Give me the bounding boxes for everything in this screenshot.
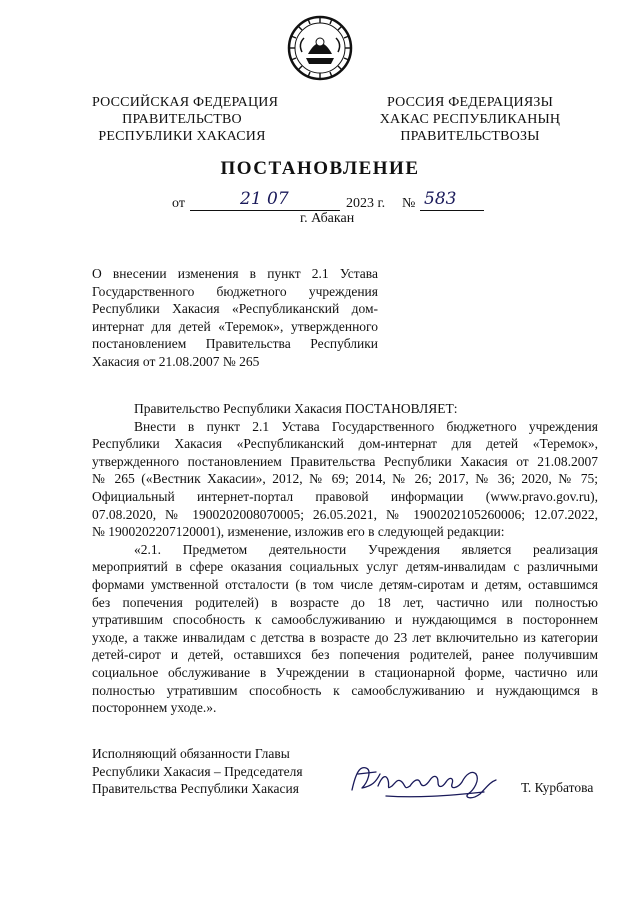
signatory-name: Т. Курбатова	[521, 780, 594, 795]
header-left-block	[92, 94, 279, 145]
header-left-line-3: РЕСПУБЛИКИ ХАКАСИЯ	[98, 129, 266, 144]
subject-line: постановлением Правительства Республики	[92, 336, 378, 352]
header-left-line-1: РОССИЙСКАЯ ФЕДЕРАЦИЯ	[92, 95, 279, 110]
body-line: № 265 («Вестник Хакасии», 2012, № 69; 2014, № 26; 2017, № 36; 2020, № 75;	[92, 471, 598, 487]
subject-line: О внесении изменения в пункт 2.1 Устава	[92, 266, 378, 281]
city-label: г. Абакан	[300, 211, 355, 226]
body-line: Внести в пункт 2.1 Устава Государственного бюджетного учреждения	[134, 418, 598, 434]
header-left-line-2: ПРАВИТЕЛЬСТВО	[122, 112, 242, 127]
subject-line: Государственного бюджетного учреждения	[92, 283, 378, 299]
body-line: социальное обслуживание в Учреждении в стационарной форме, частично или	[92, 664, 598, 680]
header-right-line-3: ПРАВИТЕЛЬСТВОЗЫ	[400, 129, 540, 144]
date-year: 2023 г.	[346, 196, 386, 211]
handwritten-date: 21 07	[240, 189, 289, 209]
handwritten-signature	[346, 752, 506, 808]
number-label: №	[402, 196, 416, 211]
signatory-position	[92, 745, 303, 798]
signatory-position-line: Правительства Республики Хакасия	[92, 781, 299, 797]
subject-line: интернат для детей «Теремок», утвержденного	[92, 318, 378, 334]
body-line: Республики Хакасия «Республиканский дом-интернат для детей «Теремок»,	[92, 436, 598, 452]
document-title: ПОСТАНОВЛЕНИЕ	[220, 158, 420, 179]
body-line: формами умственной отсталости (в том числе детям-сиротам и детям, оставшимся	[92, 576, 598, 592]
signatory-position-line: Исполняющий обязанности Главы	[92, 746, 290, 761]
body-line: мероприятий в сфере оказания социальных услуг детям-инвалидам с различными	[92, 559, 598, 575]
handwritten-number: 583	[424, 189, 457, 209]
document-subject	[92, 265, 378, 371]
body-line: «2.1. Предметом деятельности Учреждения является реализация	[134, 541, 598, 557]
header-right-line-1: РОССИЯ ФЕДЕРАЦИЯЗЫ	[386, 95, 554, 110]
header-right-line-2: ХАКАС РЕСПУБЛИКАНЫҢ	[379, 112, 561, 127]
subject-line: Хакасия от 21.08.2007 № 265	[92, 353, 260, 369]
subject-line: Республики Хакасия «Республиканский дом-	[92, 301, 378, 317]
body-line: детей-сирот и детей, оставшихся без попечения родителей, ранее получившим	[92, 647, 598, 663]
body-line: уходе, а также инвалидам с детства в возрасте до 23 лет включительно из категории	[92, 629, 598, 645]
date-prefix: от	[172, 196, 185, 211]
body-line: утратившим способность к самообслуживанию и нуждающимся в постороннем	[92, 612, 598, 628]
body-line: утвержденного постановлением Правительства Республики Хакасия от 21.08.2007	[92, 453, 598, 469]
body-line: Официальный интернет-портал правовой информации (www.pravo.gov.ru),	[92, 488, 598, 504]
body-line: без попечения родителей) в возрасте до 18 лет, частично или полностью	[92, 594, 598, 610]
document-body	[92, 400, 598, 717]
number-underline	[420, 210, 484, 211]
body-line: полностью утратившим способность к самообслуживанию и нуждающимся в	[92, 682, 598, 698]
body-line: 07.08.2020, № 1900202008070005; 26.05.2021, № 1900202105260006; 12.07.2022,	[92, 506, 598, 522]
header-right-block	[372, 94, 568, 145]
signatory-position-line: Республики Хакасия – Председателя	[92, 763, 303, 779]
body-line: № 1900202207120001), изменение, изложив его в следующей редакции:	[92, 524, 505, 540]
body-line: постороннем уходе.».	[92, 700, 217, 716]
decree-line: Правительство Республики Хакасия ПОСТАНОВЛЯЕТ:	[134, 401, 458, 416]
coat-of-arms-emblem	[286, 14, 354, 82]
